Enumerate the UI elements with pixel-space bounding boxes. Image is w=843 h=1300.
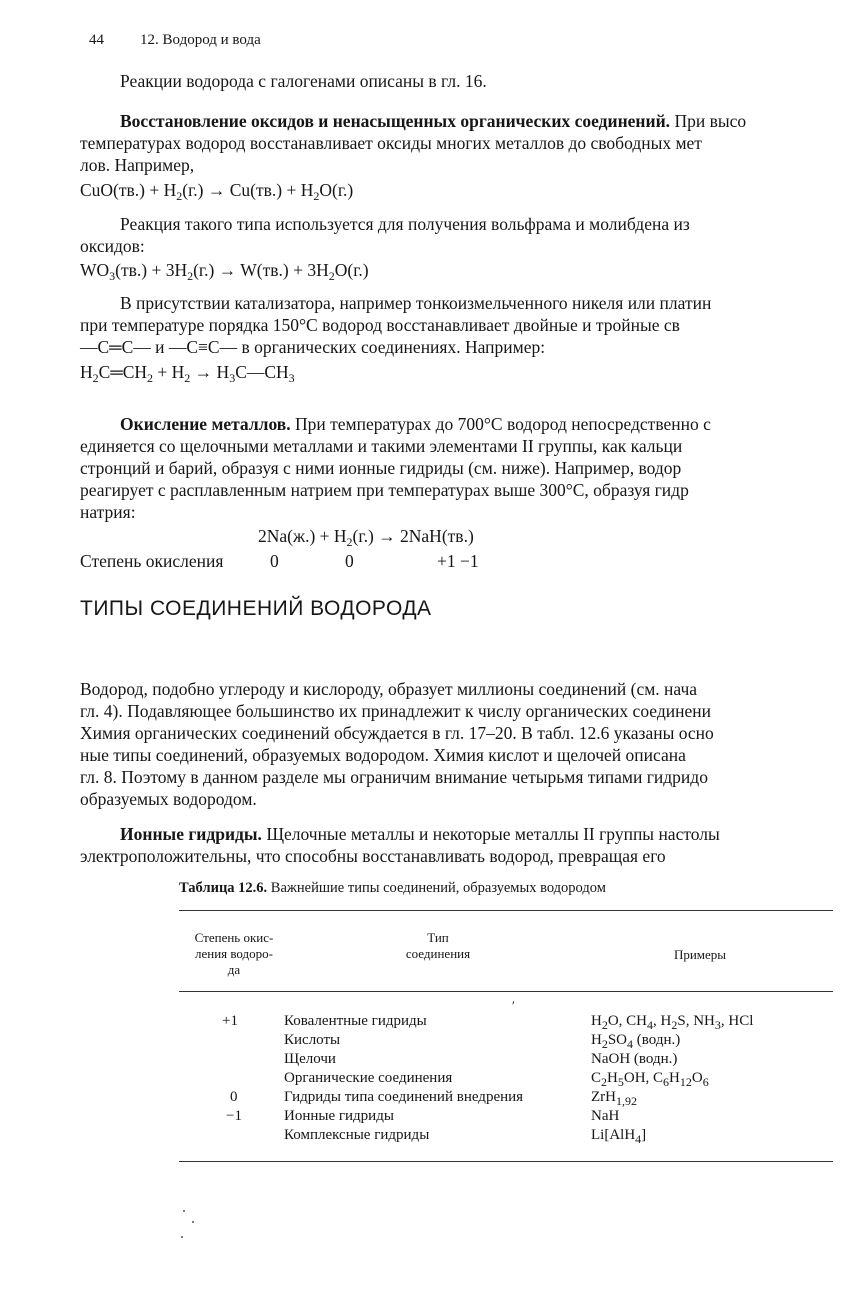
reduction-para-line: температурах водород восстанавливает оксиды многих металлов до свободных мет [80, 133, 702, 153]
page-number: 44 [89, 32, 104, 48]
ionic-heading: Ионные гидриды. [120, 824, 262, 844]
reduction-para-line: Восстановление оксидов и ненасыщенных органических соединений. При высо [120, 111, 747, 131]
types-para-line: Водород, подобно углероду и кислороду, образует миллионы соединений (см. нача [80, 679, 698, 699]
ionic-para-line: электроположительны, что способны восстанавливать водород, превращая его [80, 846, 666, 866]
section-title: ТИПЫ СОЕДИНЕНИЙ ВОДОРОДА [80, 597, 432, 620]
oxidation-para-line: натрия: [80, 502, 136, 522]
table-cell-example: NaH [591, 1108, 620, 1124]
print-mark: ′ [512, 998, 515, 1013]
oxidation-para-line: Окисление металлов. При температурах до 700°С водород непосредственно с [120, 414, 711, 434]
tungsten-para-line: Реакция такого типа используется для получения вольфрама и молибдена из [120, 214, 690, 234]
oxidation-state-value: 0 [270, 551, 279, 571]
column-header-type: Тип соединения [405, 930, 471, 961]
equation-sodium-hydride: $2Na(ж.) + H_2(г.) \to 2NaH(тв.)$ [258, 526, 474, 549]
table-bottom-rule [179, 1161, 833, 1162]
table-cell-type: Щелочи [284, 1051, 336, 1067]
table-header-rule [179, 991, 833, 992]
equation-wo3: $WO_3(тв.) + 3H_2(г.) \to W(тв.) + 3H_2O(г.)$ [80, 260, 369, 283]
ionic-para-line: Ионные гидриды. Щелочные металлы и некоторые металлы II группы настолы [120, 824, 720, 844]
oxidation-para-line: реагирует с расплавленным натрием при температурах выше 300°С, образуя гидр [80, 480, 689, 500]
oxidation-state-value: 0 [345, 551, 354, 571]
reduction-heading: Восстановление оксидов и ненасыщенных органических соединений. [120, 111, 671, 131]
intro-line: Реакции водорода с галогенами описаны в гл. 16. [120, 71, 487, 91]
table-top-rule [179, 910, 833, 911]
oxidation-state-value: +1 −1 [437, 551, 479, 571]
table-cell-oxidation: +1 [222, 1013, 238, 1029]
table-cell-example: NaOH (водн.) [591, 1051, 678, 1067]
oxidation-state-label: Степень окисления [80, 551, 224, 571]
column-header-examples: Примеры [673, 947, 727, 962]
types-para-line: гл. 4). Подавляющее большинство их принадлежит к числу органических соединени [80, 701, 711, 721]
table-cell-example: $H_2SO_4$ (водн.) [591, 1032, 681, 1051]
types-para-line: образуемых водородом. [80, 789, 257, 809]
table-cell-example: $C_2H_5OH$, $C_6H_{12}O_6$ [591, 1070, 709, 1089]
oxidation-heading: Окисление металлов. [120, 414, 291, 434]
types-para-line: ные типы соединений, образуемых водородом. Химия кислот и щелочей описана [80, 745, 686, 765]
table-cell-example: Li[AlH$_4$] [591, 1127, 647, 1146]
tungsten-para-line: оксидов: [80, 236, 145, 256]
table-cell-type: Органические соединения [284, 1070, 453, 1086]
table-caption: Таблица 12.6. Важнейшие типы соединений, образуемых водородом [179, 880, 606, 896]
scan-speck [183, 1210, 185, 1212]
oxidation-para-line: единяется со щелочными металлами и такими элементами II группы, как кальци [80, 436, 683, 456]
table-cell-type: Гидриды типа соединений внедрения [284, 1089, 524, 1105]
catalyst-para-line: —С═С— и —С≡С— в органических соединениях. Например: [80, 337, 546, 357]
table-cell-type: Ковалентные гидриды [284, 1013, 427, 1029]
scan-speck [181, 1236, 183, 1238]
table-cell-type: Кислоты [284, 1032, 341, 1048]
catalyst-para-line: при температуре порядка 150°С водород восстанавливает двойные и тройные св [80, 315, 680, 335]
types-para-line: гл. 8. Поэтому в данном разделе мы ограничим внимание четырьмя типами гидридо [80, 767, 708, 787]
running-header: 12. Водород и вода [140, 32, 261, 48]
scan-speck [192, 1221, 194, 1223]
equation-cuo: $CuO(тв.) + H_2(г.) \to Cu(тв.) + H_2O(г.)$ [80, 180, 354, 203]
table-cell-type: Ионные гидриды [284, 1108, 394, 1124]
equation-ethylene: $H_2C═CH_2 + H_2$ → $H_3C—CH_3$ [80, 362, 295, 385]
table-cell-oxidation: 0 [230, 1089, 238, 1105]
table-cell-oxidation: −1 [226, 1108, 242, 1124]
types-para-line: Химия органических соединений обсуждается в гл. 17–20. В табл. 12.6 указаны осно [80, 723, 714, 743]
table-cell-example: $H_2O$, $CH_4$, $H_2S$, $NH_3$, HCl [591, 1013, 754, 1032]
reduction-para-line: лов. Например, [80, 155, 195, 175]
column-header-oxidation: Степень окис- ления водоро- да [194, 930, 274, 977]
table-cell-type: Комплексные гидриды [284, 1127, 430, 1143]
oxidation-para-line: стронций и барий, образуя с ними ионные гидриды (см. ниже). Например, водор [80, 458, 682, 478]
catalyst-para-line: В присутствии катализатора, например тонкоизмельченного никеля или платин [120, 293, 712, 313]
table-cell-example: ZrH$_{1,92}$ [591, 1089, 637, 1108]
